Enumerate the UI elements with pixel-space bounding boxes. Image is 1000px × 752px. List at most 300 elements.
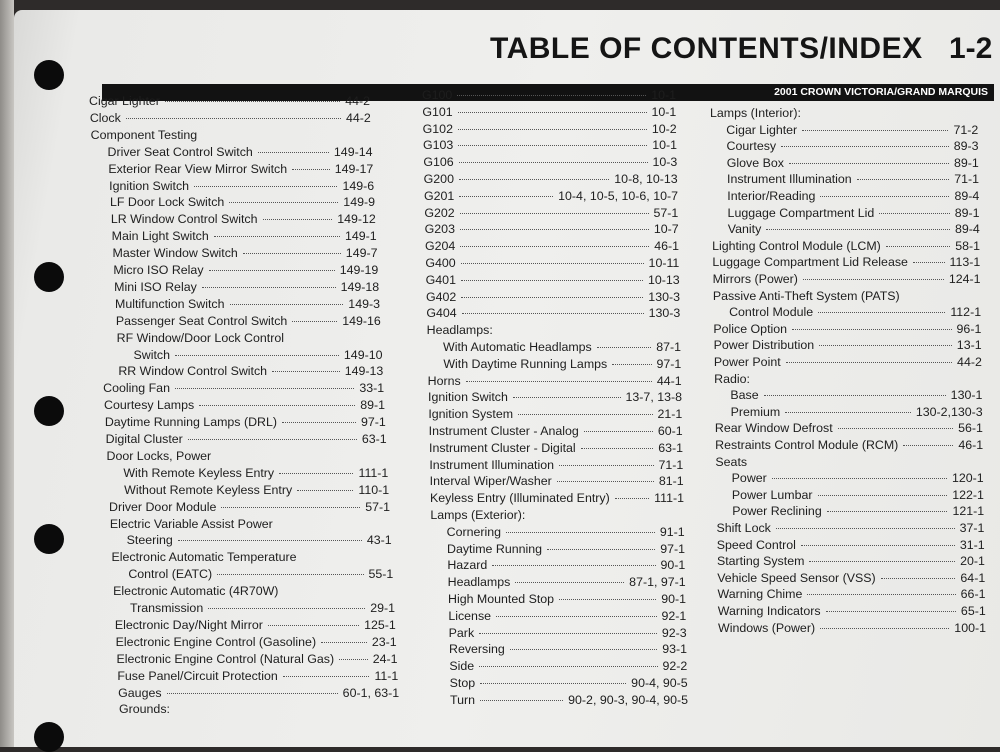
entry-label: Electric Variable Assist Power — [109, 516, 273, 531]
index-entry — [425, 222, 679, 236]
index-entry — [105, 415, 386, 429]
entry-label: Shift Lock — [716, 521, 771, 535]
entry-page-ref: 10-11 — [648, 256, 680, 270]
index-entry — [108, 162, 373, 176]
entry-page-ref: 20-1 — [960, 554, 985, 569]
index-entry — [108, 145, 373, 159]
entry-page-ref: 120-1 — [951, 471, 984, 486]
entry-page-ref: 90-1 — [660, 558, 686, 573]
binder-hole — [34, 262, 64, 292]
dot-leader — [559, 465, 654, 466]
dot-leader — [801, 545, 955, 546]
index-entry — [727, 172, 979, 186]
entry-label: Passenger Seat Control Switch — [115, 313, 288, 328]
index-entry — [113, 246, 378, 260]
entry-label: LF Door Lock Switch — [110, 195, 225, 210]
index-page — [14, 10, 1000, 747]
entry-page-ref: 57-1 — [653, 205, 679, 220]
page-title: TABLE OF CONTENTS/INDEX — [490, 32, 923, 65]
dot-leader — [461, 297, 643, 298]
entry-label: Cigar Lighter — [89, 94, 160, 108]
entry-page-ref: 10-7 — [653, 222, 679, 237]
entry-label: G201 — [424, 188, 455, 203]
index-entry — [430, 474, 684, 488]
entry-page-ref: 44-2 — [957, 355, 982, 369]
entry-label: Electronic Automatic (4R70W) — [113, 584, 279, 599]
entry-page-ref: 10-1 — [651, 88, 676, 102]
dot-leader — [282, 422, 356, 423]
entry-page-ref: 90-1 — [661, 592, 686, 606]
entry-label: Cigar Lighter — [726, 122, 798, 137]
dot-leader — [786, 362, 952, 363]
entry-page-ref: 66-1 — [960, 587, 986, 602]
binder-hole — [34, 722, 64, 752]
dot-leader — [461, 263, 644, 264]
entry-label: Power Reclining — [732, 504, 822, 519]
index-entry — [423, 122, 677, 136]
dot-leader — [819, 345, 952, 346]
index-entry — [103, 381, 384, 395]
binder-edge — [0, 0, 14, 747]
entry-label: Speed Control — [716, 537, 796, 552]
index-entry — [717, 554, 985, 568]
entry-page-ref: 149-17 — [334, 161, 374, 176]
entry-page-ref: 21-1 — [657, 407, 683, 422]
index-entry — [112, 550, 393, 564]
entry-label: Interior/Reading — [727, 189, 816, 203]
index-entry — [425, 256, 679, 270]
dot-leader — [480, 700, 563, 701]
dot-leader — [903, 445, 953, 446]
dot-leader — [263, 219, 333, 220]
index-entry — [429, 458, 683, 472]
entry-page-ref: 60-1 — [657, 424, 683, 438]
dot-leader — [857, 179, 950, 180]
dot-leader — [480, 683, 626, 684]
entry-label: RF Window/Door Lock Control — [116, 330, 284, 345]
index-entry — [713, 272, 981, 286]
entry-label: G101 — [422, 104, 453, 119]
dot-leader — [458, 145, 647, 146]
entry-page-ref: 121-1 — [952, 504, 985, 519]
entry-label: Main Light Switch — [111, 229, 209, 244]
index-entry — [713, 322, 981, 336]
dot-leader — [479, 633, 657, 634]
entry-label: G203 — [424, 222, 455, 237]
dot-leader — [597, 347, 651, 348]
index-entry — [424, 206, 678, 220]
dot-leader — [496, 616, 656, 617]
index-entry — [730, 388, 982, 402]
entry-page-ref: 89-1 — [360, 398, 385, 413]
entry-label: High Mounted Stop — [448, 592, 555, 606]
entry-page-ref: 56-1 — [958, 421, 983, 436]
entry-page-ref: 10-13 — [647, 272, 680, 287]
dot-leader — [175, 355, 339, 356]
entry-label: Radio: — [714, 371, 750, 386]
dot-leader — [292, 169, 330, 170]
binder-hole — [34, 60, 64, 90]
dot-leader — [339, 659, 368, 660]
entry-page-ref: 10-3 — [652, 155, 678, 170]
index-entry — [715, 455, 983, 469]
dot-leader — [838, 428, 953, 429]
dot-leader — [199, 405, 355, 406]
entry-page-ref: 149-13 — [344, 364, 384, 379]
dot-leader — [458, 129, 647, 130]
index-entry — [443, 357, 681, 371]
binder-hole — [34, 396, 64, 426]
entry-label: Premium — [730, 404, 781, 419]
entry-label: RR Window Control Switch — [118, 364, 268, 379]
dot-leader — [459, 162, 648, 163]
entry-page-ref: 111-1 — [654, 491, 684, 506]
index-entry — [423, 155, 677, 169]
index-entry — [717, 571, 985, 585]
index-entry — [106, 432, 387, 446]
dot-leader — [879, 213, 949, 214]
entry-label: G200 — [423, 172, 454, 186]
index-entry — [428, 390, 682, 404]
index-entry — [729, 305, 981, 319]
index-entry — [430, 508, 684, 522]
entry-page-ref: 149-14 — [333, 144, 373, 159]
dot-leader — [217, 574, 363, 575]
entry-page-ref: 91-1 — [659, 524, 685, 539]
entry-page-ref: 97-1 — [656, 356, 682, 371]
entry-label: Seats — [715, 454, 748, 469]
dot-leader — [459, 179, 609, 180]
dot-leader — [772, 478, 947, 479]
index-entry — [712, 255, 980, 269]
index-entry — [732, 471, 984, 485]
index-entry — [450, 676, 688, 690]
index-entry — [717, 587, 985, 601]
entry-page-ref: 149-1 — [344, 229, 377, 244]
index-entry — [422, 88, 676, 102]
index-entry — [428, 407, 682, 421]
dot-leader — [557, 481, 654, 482]
entry-label: Base — [730, 388, 759, 403]
entry-label: Clock — [89, 110, 121, 125]
dot-leader — [776, 528, 955, 529]
entry-page-ref: 90-4, 90-5 — [631, 676, 688, 690]
entry-page-ref: 92-3 — [661, 625, 687, 640]
entry-label: G404 — [426, 306, 457, 321]
dot-leader — [460, 229, 649, 230]
dot-leader — [518, 414, 652, 415]
entry-label: G106 — [423, 155, 454, 170]
entry-label: G103 — [423, 138, 454, 153]
index-entry — [130, 601, 395, 615]
dot-leader — [809, 561, 955, 562]
index-entry — [425, 239, 679, 253]
entry-label: Instrument Cluster - Analog — [428, 424, 579, 438]
index-entry — [714, 355, 982, 369]
index-entry — [718, 604, 986, 618]
entry-page-ref: 149-12 — [337, 212, 376, 227]
dot-leader — [913, 262, 945, 263]
entry-label: Glove Box — [726, 155, 784, 170]
dot-leader — [460, 246, 649, 247]
entry-label: Transmission — [130, 601, 204, 615]
entry-label: Vehicle Speed Sensor (VSS) — [717, 570, 876, 585]
dot-leader — [818, 495, 948, 496]
entry-label: Headlamps: — [426, 323, 493, 338]
entry-label: Starting System — [716, 554, 805, 569]
entry-page-ref: 110-1 — [358, 482, 390, 497]
dot-leader — [459, 196, 553, 197]
dot-leader — [279, 473, 353, 474]
entry-page-ref: 124-1 — [948, 272, 981, 286]
dot-leader — [272, 371, 340, 372]
entry-page-ref: 87-1, 97-1 — [629, 575, 686, 590]
index-entry — [117, 331, 382, 345]
binder-hole — [34, 524, 64, 554]
entry-label: Warning Indicators — [717, 604, 821, 618]
entry-page-ref: 10-1 — [651, 104, 677, 119]
entry-page-ref: 44-2 — [346, 110, 371, 125]
entry-label: LR Window Control Switch — [110, 212, 258, 227]
index-entry — [424, 189, 678, 203]
dot-leader — [515, 582, 624, 583]
dot-leader — [615, 498, 649, 499]
entry-label: Keyless Entry (Illuminated Entry) — [430, 491, 610, 506]
dot-leader — [175, 388, 354, 389]
entry-page-ref: 31-1 — [959, 537, 985, 552]
index-entry — [449, 626, 687, 640]
entry-label: Park — [448, 625, 475, 640]
index-entry — [116, 635, 397, 649]
dot-leader — [188, 439, 357, 440]
entry-page-ref: 10-2 — [651, 121, 677, 136]
entry-label: Ignition Switch — [109, 178, 190, 193]
entry-label: G402 — [426, 289, 457, 304]
dot-leader — [513, 397, 621, 398]
entry-page-ref: 63-1 — [658, 440, 683, 455]
index-entry — [114, 280, 379, 294]
entry-label: Instrument Illumination — [429, 457, 554, 472]
entry-page-ref: 60-1, 63-1 — [342, 685, 400, 700]
index-entry — [714, 338, 982, 352]
entry-label: Grounds: — [119, 702, 170, 717]
index-entry — [713, 289, 981, 303]
entry-page-ref: 23-1 — [371, 634, 397, 649]
index-entry — [717, 538, 985, 552]
index-entry — [427, 323, 681, 337]
dot-leader — [492, 565, 655, 566]
index-entry — [110, 195, 375, 209]
entry-label: Restraints Control Module (RCM) — [715, 438, 899, 452]
dot-leader — [243, 253, 341, 254]
entry-label: Multifunction Switch — [115, 296, 225, 311]
dot-leader — [209, 270, 335, 271]
index-entry — [426, 290, 680, 304]
index-entry — [423, 138, 677, 152]
index-entry — [115, 297, 380, 311]
entry-label: Stop — [449, 676, 476, 690]
entry-page-ref: 43-1 — [366, 533, 392, 548]
dot-leader — [297, 490, 353, 491]
index-entry — [732, 504, 984, 518]
index-entry — [424, 172, 678, 186]
index-entry — [128, 567, 393, 581]
dot-leader — [178, 540, 362, 541]
entry-page-ref: 130-3 — [648, 289, 680, 304]
dot-leader — [807, 594, 955, 595]
entry-page-ref: 10-4, 10-5, 10-6, 10-7 — [558, 188, 678, 203]
entry-page-ref: 130-1 — [950, 388, 983, 403]
entry-label: Horns — [427, 373, 461, 388]
entry-label: Lamps (Exterior): — [430, 508, 526, 522]
entry-page-ref: 44-2 — [345, 94, 370, 108]
dot-leader — [612, 364, 651, 365]
dot-leader — [802, 130, 948, 131]
entry-label: G400 — [425, 256, 456, 270]
index-entry — [116, 314, 381, 328]
entry-page-ref: 11-1 — [374, 668, 399, 683]
entry-label: Exterior Rear View Mirror Switch — [108, 161, 288, 176]
index-entry — [119, 702, 400, 716]
entry-label: Passive Anti-Theft System (PATS) — [712, 288, 900, 303]
entry-label: Reversing — [449, 642, 505, 657]
index-entry — [718, 621, 986, 635]
entry-page-ref: 96-1 — [956, 321, 982, 336]
entry-page-ref: 37-1 — [959, 521, 985, 535]
entry-page-ref: 125-1 — [364, 617, 396, 632]
entry-page-ref: 149-7 — [345, 246, 378, 261]
entry-label: Steering — [126, 533, 173, 548]
index-entry — [447, 558, 685, 572]
index-entry — [123, 466, 388, 480]
entry-page-ref: 81-1 — [658, 474, 684, 489]
entry-label: Control (EATC) — [128, 567, 213, 582]
index-entry — [118, 686, 399, 700]
entry-label: Digital Cluster — [105, 432, 183, 446]
dot-leader — [547, 549, 655, 550]
entry-label: Instrument Illumination — [727, 172, 852, 187]
index-entry — [127, 533, 392, 547]
dot-leader — [803, 279, 944, 280]
entry-label: G204 — [425, 239, 456, 254]
entry-page-ref: 46-1 — [958, 438, 984, 452]
entry-page-ref: 71-1 — [954, 172, 980, 187]
dot-leader — [283, 676, 370, 677]
entry-label: Mirrors (Power) — [712, 272, 798, 286]
dot-leader — [827, 511, 948, 512]
dot-leader — [461, 280, 643, 281]
dot-leader — [766, 229, 950, 230]
index-entry — [716, 521, 984, 535]
entry-page-ref: 89-3 — [953, 139, 979, 154]
entry-label: Driver Door Module — [109, 499, 217, 514]
index-entry — [117, 652, 398, 666]
entry-page-ref: 55-1 — [368, 567, 394, 582]
entry-label: Interval Wiper/Washer — [429, 474, 552, 489]
entry-label: With Remote Keyless Entry — [123, 465, 275, 480]
entry-label: G401 — [425, 272, 456, 287]
index-entry — [90, 111, 371, 125]
entry-label: Electronic Engine Control (Gasoline) — [115, 634, 317, 649]
index-entry — [715, 438, 983, 452]
entry-label: Power Lumbar — [731, 487, 813, 502]
dot-leader — [789, 163, 949, 164]
entry-page-ref: 89-1 — [953, 155, 979, 170]
index-entry — [448, 592, 686, 606]
dot-leader — [230, 304, 344, 305]
dot-leader — [826, 611, 956, 612]
index-entry — [731, 405, 983, 419]
entry-label: Control Module — [729, 305, 814, 320]
entry-page-ref: 149-16 — [342, 313, 381, 328]
entry-label: Warning Chime — [717, 587, 803, 602]
entry-page-ref: 13-7, 13-8 — [625, 390, 682, 405]
entry-label: Mini ISO Relay — [114, 279, 197, 294]
entry-label: Side — [449, 659, 475, 674]
entry-label: Gauges — [118, 685, 162, 700]
entry-label: Daytime Running Lamps (DRL) — [104, 415, 277, 430]
index-entry — [113, 263, 378, 277]
entry-page-ref: 149-19 — [339, 263, 379, 277]
index-entry — [117, 669, 398, 683]
index-entry — [714, 372, 982, 386]
index-entry — [104, 398, 385, 412]
index-entry — [422, 105, 676, 119]
dot-leader — [214, 236, 340, 237]
dot-leader — [466, 381, 652, 382]
index-entry — [115, 618, 396, 632]
entry-page-ref: 111-1 — [358, 465, 389, 480]
index-entry — [726, 123, 978, 137]
entry-label: With Daytime Running Lamps — [443, 356, 608, 371]
dot-leader — [559, 599, 656, 600]
entry-label: Power Point — [713, 355, 781, 369]
entry-label: Turn — [450, 692, 476, 707]
entry-label: Courtesy — [726, 139, 777, 154]
entry-label: Rear Window Defrost — [714, 421, 833, 436]
entry-page-ref: 71-2 — [953, 122, 979, 137]
entry-label: License — [448, 608, 492, 623]
entry-label: Electronic Automatic Temperature — [111, 550, 297, 565]
entry-page-ref: 10-8, 10-13 — [614, 172, 678, 186]
entry-page-ref: 65-1 — [960, 604, 986, 618]
dot-leader — [506, 532, 655, 533]
entry-label: Without Remote Keyless Entry — [124, 482, 293, 497]
dot-leader — [820, 628, 949, 629]
entry-label: Electronic Day/Night Mirror — [114, 617, 263, 632]
entry-label: Power Distribution — [713, 338, 815, 353]
entry-label: Cornering — [446, 524, 502, 539]
entry-page-ref: 93-1 — [662, 642, 687, 657]
dot-leader — [584, 431, 653, 432]
entry-page-ref: 97-1 — [361, 415, 386, 430]
dot-leader — [460, 213, 649, 214]
index-entry — [728, 222, 980, 236]
index-entry — [727, 189, 979, 203]
dot-leader — [479, 666, 657, 667]
index-entry — [447, 525, 685, 539]
dot-leader — [781, 146, 949, 147]
page-number: 1-2 — [949, 32, 993, 65]
index-entry — [113, 584, 394, 598]
entry-page-ref: 71-1 — [658, 457, 684, 472]
entry-label: Luggage Compartment Lid Release — [712, 255, 908, 270]
dot-leader — [764, 395, 946, 396]
index-entry — [712, 239, 980, 253]
entry-label: Lighting Control Module (LCM) — [712, 238, 881, 253]
index-entry — [429, 424, 683, 438]
entry-page-ref: 24-1 — [372, 651, 398, 666]
